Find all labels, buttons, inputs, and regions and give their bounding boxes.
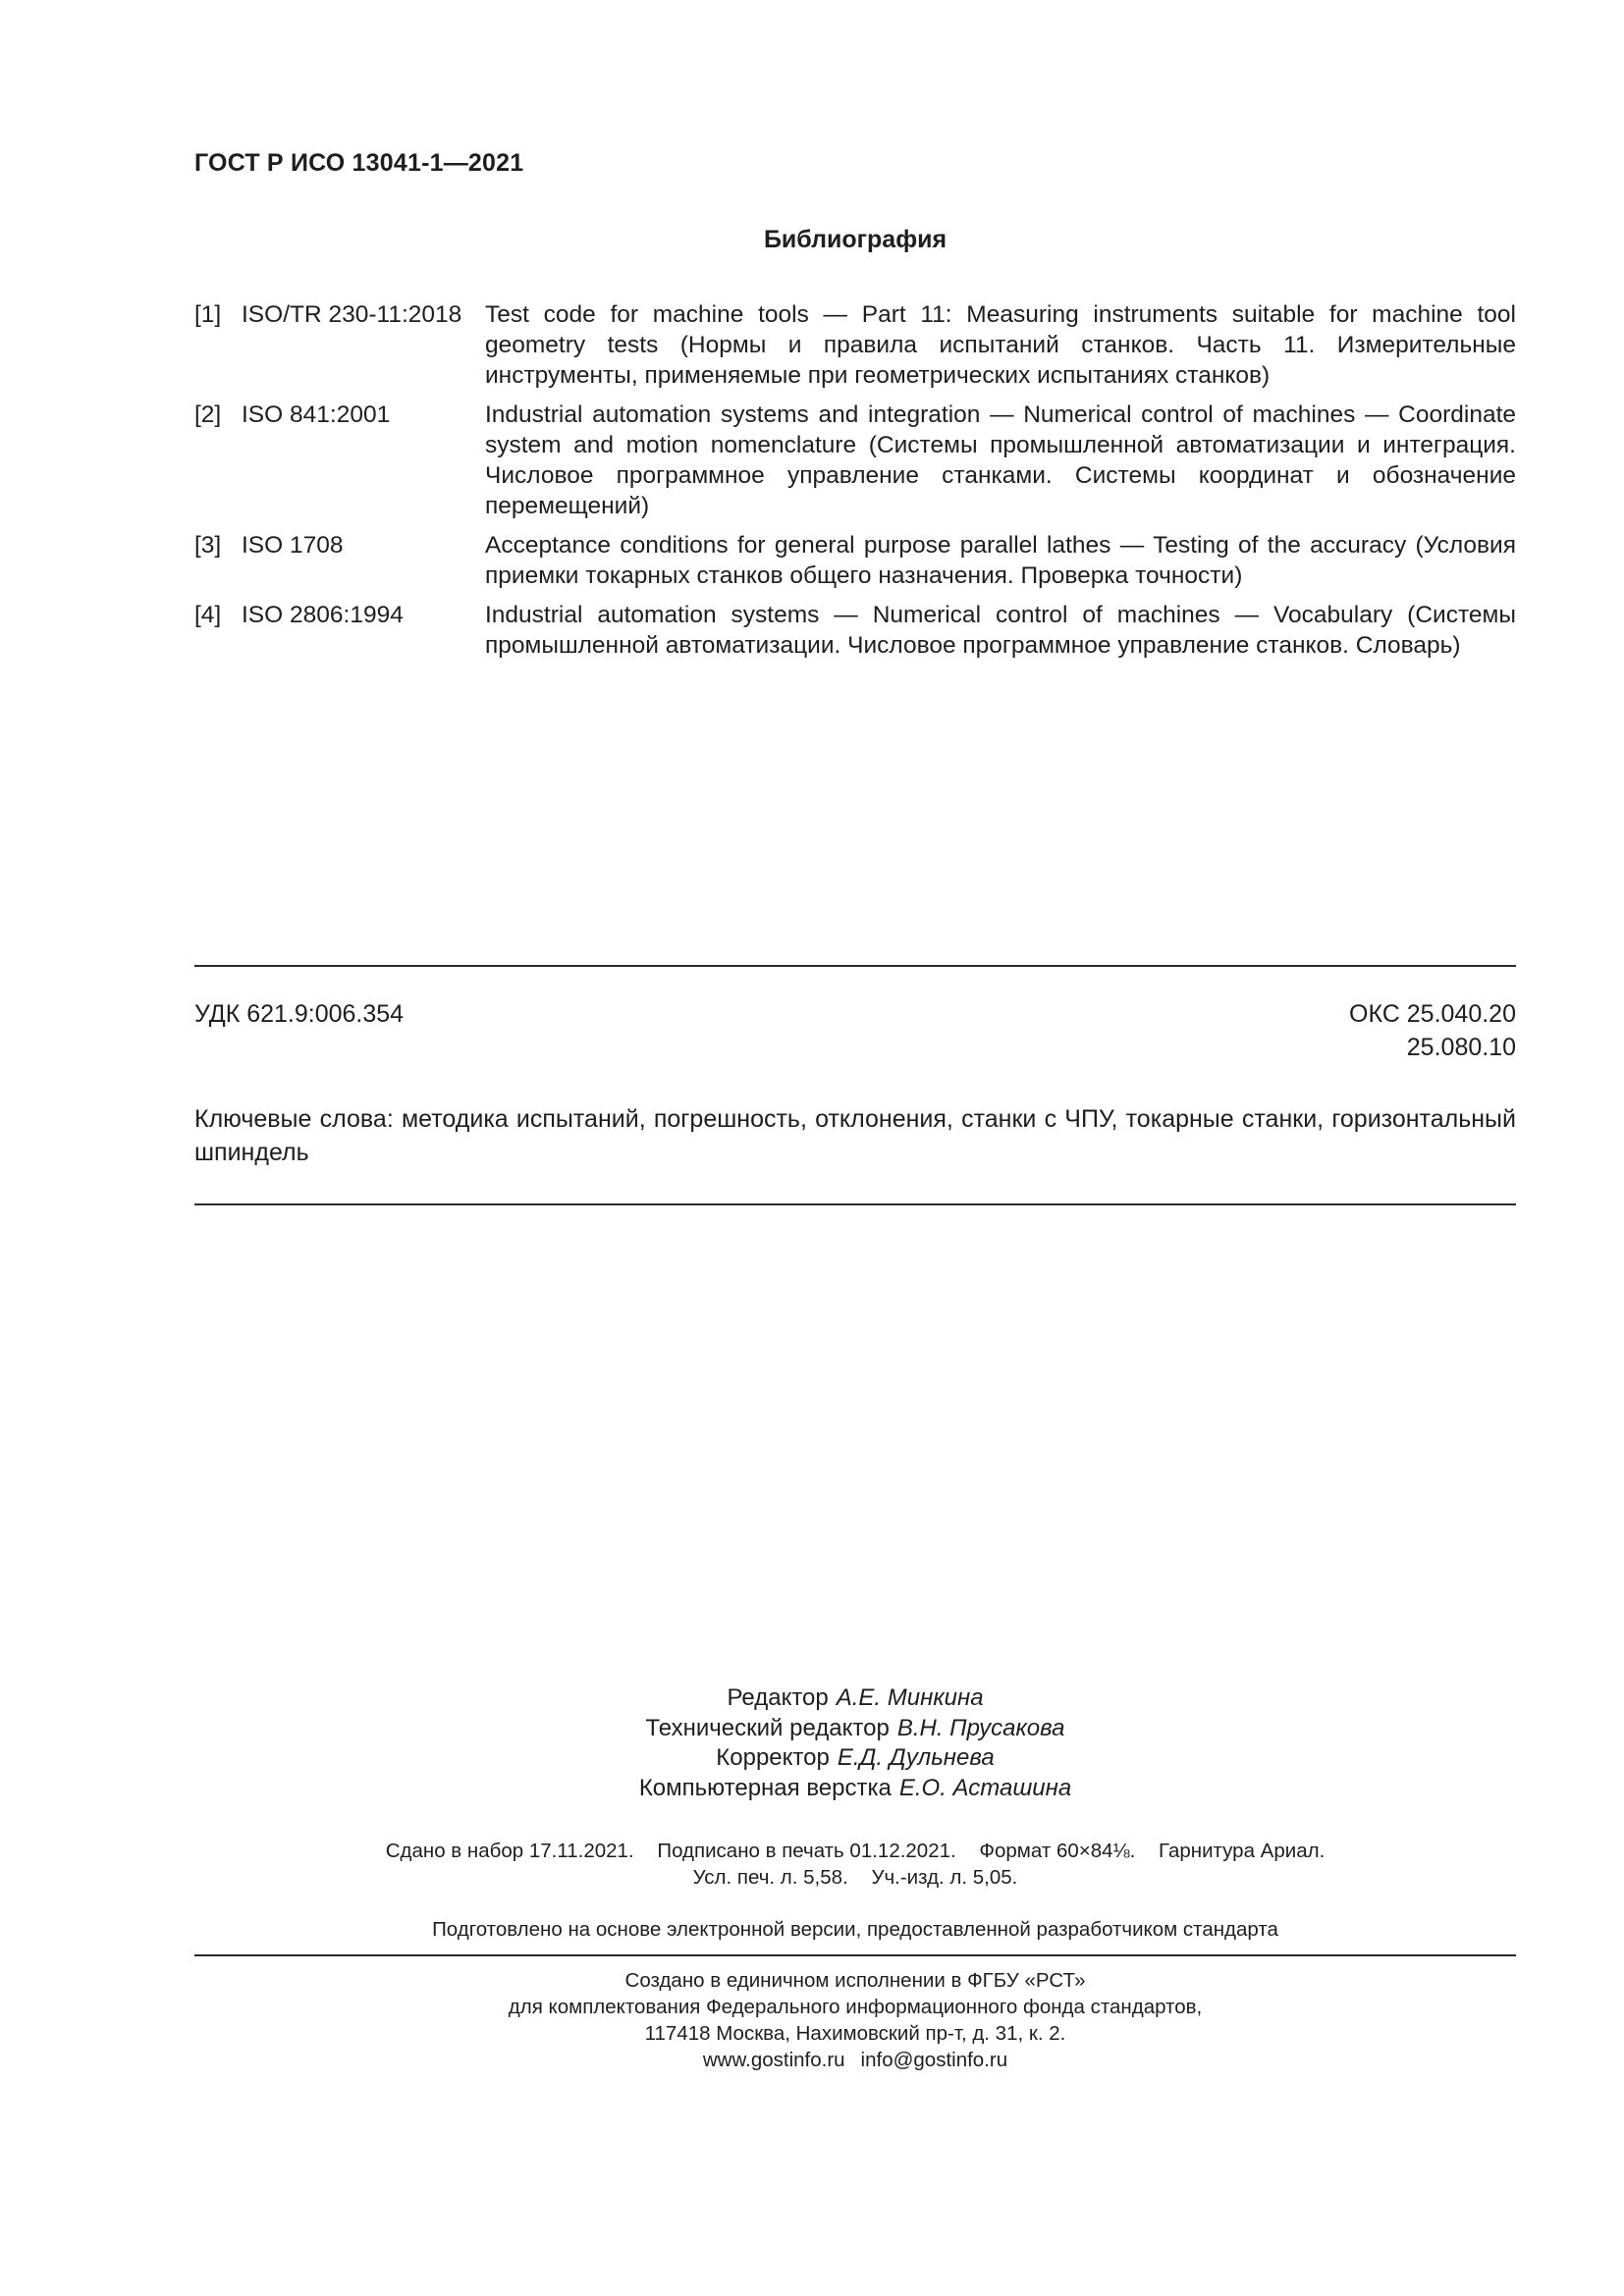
credit-name: Е.Д. Дульнева: [837, 1744, 995, 1771]
printed-sheets: Усл. печ. л. 5,58.: [692, 1866, 848, 1889]
bibliography-entry: [194, 299, 1516, 391]
credits-block: [194, 1683, 1516, 1803]
divider-rule: [194, 1954, 1516, 1956]
bibliography-entry: [194, 530, 1516, 591]
credit-name: В.Н. Прусакова: [896, 1714, 1065, 1741]
entry-code: ISO 2806:1994: [242, 602, 404, 628]
credit-role: Редактор: [727, 1684, 829, 1711]
entry-title: Acceptance conditions for general purpose parallel lathes — Testing of the accuracy (Условия приемки токарных станков общего назначения. Проверка точности): [485, 532, 1516, 589]
divider-rule: [194, 1203, 1516, 1205]
print-info-line: [194, 1838, 1516, 1864]
submitted-date: Сдано в набор 17.11.2021.: [385, 1840, 634, 1862]
entry-number: [2]: [194, 401, 222, 428]
print-info: [194, 1838, 1516, 1891]
entry-number: [4]: [194, 602, 222, 628]
entry-number: [1]: [194, 301, 222, 328]
udk-code: УДК 621.9:006.354: [194, 1000, 405, 1028]
keywords: Ключевые слова: методика испытаний, погрешность, отклонения, станки с ЧПУ, токарные станки, горизонтальный шпиндель: [194, 1105, 1516, 1166]
signed-date: Подписано в печать 01.12.2021.: [657, 1840, 956, 1862]
credit-line: [194, 1714, 1516, 1744]
credit-line: [194, 1774, 1516, 1804]
email-link[interactable]: info@gostinfo.ru: [860, 2049, 1008, 2071]
oks-code-primary: ОКС 25.040.20: [1349, 1000, 1516, 1028]
bibliography-title: Библиография: [763, 226, 947, 253]
footer-line: для комплектования Федерального информационного фонда стандартов,: [508, 1996, 1203, 2018]
credit-role: Компьютерная верстка: [638, 1774, 892, 1801]
entry-code: ISO 841:2001: [242, 401, 391, 428]
credit-role: Технический редактор: [645, 1714, 890, 1741]
bibliography-entry: [194, 400, 1516, 521]
divider-rule: [194, 965, 1516, 967]
entry-title: Industrial automation systems — Numerical control of machines — Vocabulary (Системы промышленной автоматизации. Числовое программное управление станков. Словарь): [485, 602, 1516, 659]
credit-name: Е.О. Асташина: [898, 1774, 1072, 1801]
credit-line: [194, 1683, 1516, 1714]
credit-role: Корректор: [716, 1744, 830, 1771]
typeface: Гарнитура Ариал.: [1159, 1840, 1326, 1862]
entry-code: ISO 1708: [242, 532, 344, 559]
edition-sheets: Уч.-изд. л. 5,05.: [871, 1866, 1018, 1889]
entry-title: Industrial automation systems and integration — Numerical control of machines — Coordinate system and motion nomenclature (Системы промышленной автоматизации и интеграция. Числовое программное управление станками. Системы координат и обозначение перемещений): [485, 401, 1516, 519]
standard-code: ГОСТ Р ИСО 13041-1—2021: [194, 149, 524, 177]
entry-code: ISO/TR 230-11:2018: [242, 301, 462, 328]
credit-name: А.Е. Минкина: [836, 1684, 984, 1711]
footer-line: Создано в единичном исполнении в ФГБУ «РСТ»: [624, 1969, 1086, 1992]
credit-line: [194, 1743, 1516, 1774]
paper-format: Формат 60×84⅛.: [979, 1840, 1136, 1862]
footer-contacts: [194, 2047, 1516, 2073]
bibliography-entry: [194, 600, 1516, 661]
entry-number: [3]: [194, 532, 222, 559]
prepared-note: Подготовлено на основе электронной версии, предоставленной разработчиком стандарта: [432, 1918, 1278, 1941]
footer-line: 117418 Москва, Нахимовский пр-т, д. 31, к. 2.: [644, 2022, 1066, 2045]
oks-code-secondary: 25.080.10: [1406, 1034, 1516, 1061]
website-link[interactable]: www.gostinfo.ru: [702, 2049, 845, 2071]
bibliography-list: [194, 299, 1516, 669]
oks-codes: [1349, 997, 1516, 1064]
print-info-line: [194, 1864, 1516, 1891]
publisher-footer: [194, 1967, 1516, 2073]
entry-title: Test code for machine tools — Part 11: Measuring instruments suitable for machine tool geometry tests (Нормы и правила испытаний станков. Часть 11. Измерительные инструменты, применяемые при геометрических испытаниях станков): [485, 301, 1516, 389]
